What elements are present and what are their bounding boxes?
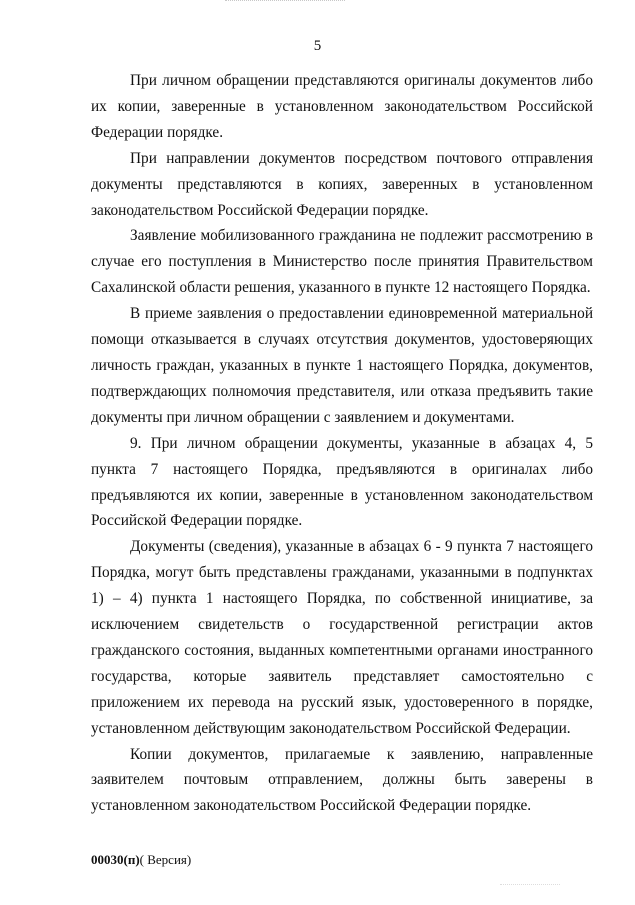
footer-code: 00030(п) xyxy=(91,852,140,867)
footer-version: ( Версия) xyxy=(139,852,192,867)
paragraph-personal-submission: При личном обращении представляются оригиналы документов либо их копии, заверенные в установленном законодательством Российской Федерации порядке. xyxy=(91,72,593,141)
footer-document-code xyxy=(91,851,191,869)
paragraph-refusal-grounds: В приеме заявления о предоставлении единовременной материальной помощи отказывается в случаях отсутствия документов, удостоверяющих личность граждан, указанных в пункте 1 настоящего Порядка, документов, подтверждающих полномочия представителя, или отказа предъявить такие документы при личном обращении с заявлением и документами. xyxy=(91,305,593,426)
paragraph-postal-submission: При направлении документов посредством почтового отправления документы представляются в копиях, заверенных в установленном законодательством Российской Федерации порядке. xyxy=(91,149,593,219)
page-number: 5 xyxy=(313,38,322,54)
paragraph-item-9: 9. При личном обращении документы, указанные в абзацах 4, 5 пункта 7 настоящего Порядка, предъявляются в оригиналах либо предъявляются их копии, заверенные в установленном законодательством Российской Федерации порядке. xyxy=(91,434,593,530)
paragraph-documents-info: Документы (сведения), указанные в абзацах 6 - 9 пункта 7 настоящего Порядка, могут быть представлены гражданами, указанными в подпунктах 1) – 4) пункта 1 настоящего Порядка, по собственной инициативе, за исключением свидетельств о государственной регистрации актов гражданского состояния, выданных компетентными органами иностранного государства, которые заявитель представляет самостоятельно с приложением их перевода на русский язык, удостоверенного в порядке, установленном действующим законодательством Российской Федерации. xyxy=(91,538,593,737)
paragraph-copies-by-mail: Копии документов, прилагаемые к заявлению, направленные заявителем почтовым отправлением, должны быть заверены в установленном законодательством Российской Федерации порядке. xyxy=(91,745,593,815)
scan-artifact xyxy=(500,884,560,886)
paragraph-application-not-considered: Заявление мобилизованного гражданина не подлежит рассмотрению в случае его поступления в Министерство после принятия Правительством Сахалинской области решения, указанного в пункте 12 настоящего Порядка. xyxy=(91,227,593,297)
scan-edge-mark xyxy=(225,0,345,2)
document-body xyxy=(91,68,593,819)
